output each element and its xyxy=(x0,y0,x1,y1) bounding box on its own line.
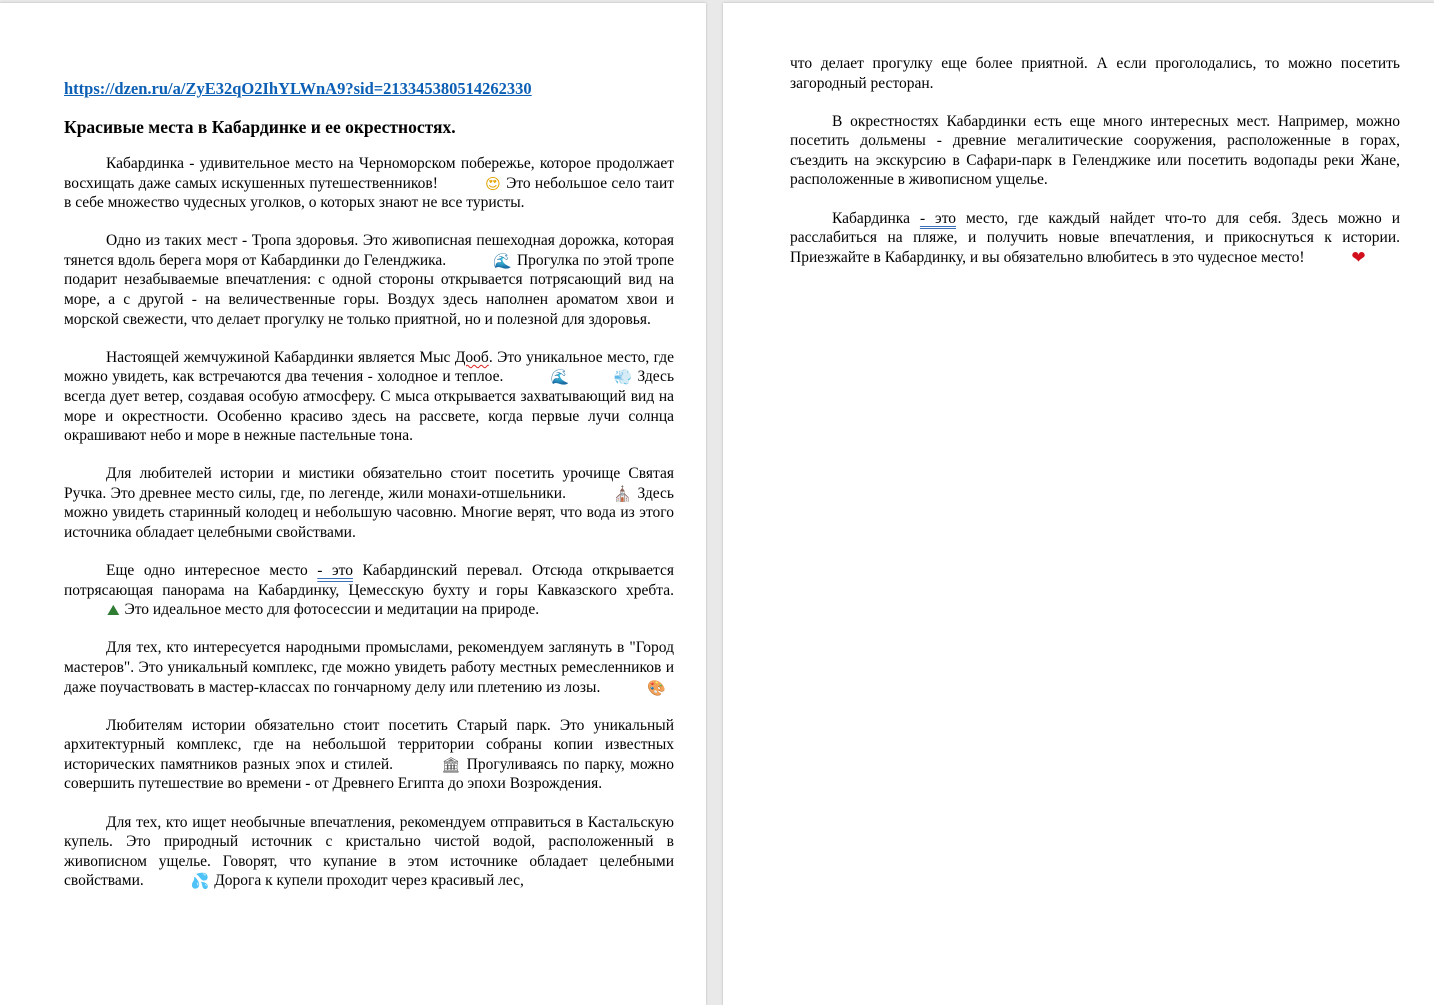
article-link-text[interactable]: https://dzen.ru/a/ZyE32qO2IhYLWnA9?sid=213345380514262330 xyxy=(64,79,532,98)
page-2-text-column[interactable] xyxy=(790,54,1400,286)
article-link[interactable] xyxy=(64,79,674,99)
paragraph-5[interactable]: Еще одно интересное место - это Кабардинский перевал. Отсюда открывается потрясающая панорама на Кабардинку, Цемесскую бухту и горы Кавказского хребта. ⛰ Это идеальное место для фотосессии и медитации на природе. xyxy=(64,562,675,620)
dash-wind-icon: 💨 xyxy=(613,368,633,387)
paragraph-8-continued[interactable]: что делает прогулку еще более приятной. А если проголодались, то можно посетить загородный ресторан. xyxy=(790,55,1400,92)
paragraph-1[interactable]: Кабардинка - удивительное место на Черноморском побережье, которое продолжает восхищать даже самых искушенных путешественников! 😍 Это небольшое село таит в себе множество чудесных уголков, о которых знают не все туристы. xyxy=(64,155,675,212)
red-heart-icon: ❤ xyxy=(1351,247,1366,268)
paragraph-8[interactable]: Для тех, кто ищет необычные впечатления, рекомендуем отправиться в Кастальскую купель. Это природный источник с кристально чистой водой, расположенный в живописном ущелье. Говорят, что купание в этом источнике обладает целебными свойствами. 💦 Дорога к купели проходит через красивый лес, xyxy=(64,813,674,891)
paragraph-4[interactable]: Для любителей истории и мистики обязательно стоит посетить урочище Святая Ручка. Это древнее место силы, где, по легенде, жили монахи-отшельники. ⛪ Здесь можно увидеть старинный колодец и небольшую часовню. Многие верят, что вода из этого источника обладает целебными свойствами. xyxy=(64,465,674,541)
artist-palette-icon: 🎨 xyxy=(647,678,666,697)
paragraph-3[interactable]: Настоящей жемчужиной Кабардинки является Мыс Дооб. Это уникальное место, где можно увидеть, как встречаются два течения - холодное и теплое. 🌊 💨 Здесь всегда дует ветер, создавая особую атмосферу. С мыса открывается захватывающий вид на море и окрестности. Особенно красиво здесь на рассвете, когда первые лучи солнца окрашивают небо и море в нежные пастельные тона. xyxy=(64,348,675,445)
classical-building-icon: 🏛 xyxy=(441,755,461,774)
paragraph-9[interactable]: В окрестностях Кабардинки есть еще много интересных мест. Например, можно посетить дольмены - древние мегалитические сооружения, расположенные в горах, съездить на экскурсию в Сафари-парк в Геленджике или посетить водопады реки Жане, расположенные в живописном ущелье. xyxy=(790,112,1400,189)
paragraph-6[interactable]: Для тех, кто интересуется народными промыслами, рекомендуем заглянуть в "Город мастеров". Это уникальный комплекс, где можно увидеть работу местных ремесленников и даже поучаствовать в мастер-классах по гончарному делу или плетению из лозы. 🎨 xyxy=(64,639,674,697)
grammar-suggestion[interactable]: - это xyxy=(919,209,957,227)
chapel-icon: ⛪ xyxy=(613,484,633,503)
water-wave-icon: 🌊 xyxy=(493,251,512,270)
grammar-suggestion[interactable]: - это xyxy=(317,562,353,580)
smiling-face-heart-eyes-icon: 😍 xyxy=(485,174,501,193)
document-page-2[interactable] xyxy=(723,3,1434,1005)
mountain-icon: ⛰ xyxy=(107,601,120,620)
document-page-1[interactable] xyxy=(0,3,706,1005)
water-wave-icon: 🌊 xyxy=(550,368,570,387)
page-1-text-column[interactable] xyxy=(64,79,674,909)
paragraph-10[interactable]: Кабардинка - это место, где каждый найдет что-то для себя. Здесь можно и расслабиться на пляже, и получить новые впечатления, и прикоснуться к истории. Приезжайте в Кабардинку, и вы обязательно влюбитесь в это чудесное место! ❤ xyxy=(790,209,1401,268)
spelling-error-word[interactable]: Дооб xyxy=(454,348,489,366)
sweat-droplets-icon: 💦 xyxy=(190,872,210,891)
document-title: Красивые места в Кабардинке и ее окрестностях. xyxy=(64,117,456,137)
paragraph-2[interactable]: Одно из таких мест - Тропа здоровья. Это живописная пешеходная дорожка, которая тянется вдоль берега моря от Кабардинки до Геленджика. 🌊 Прогулка по этой тропе подарит незабываемые впечатления: с одной стороны открывается потрясающий вид на море, а с другой - на величественные горы. Воздух здесь наполнен ароматом хвои и морской свежести, что делает прогулку не только приятной, но и полезной для здоровья. xyxy=(64,232,675,328)
paragraph-7[interactable]: Любителям истории обязательно стоит посетить Старый парк. Это уникальный архитектурный комплекс, где на небольшой территории собраны копии известных исторических памятников разных эпох и стилей. 🏛 Прогуливаясь по парку, можно совершить путешествие во времени - от Древнего Египта до эпохи Возрождения. xyxy=(64,716,674,793)
